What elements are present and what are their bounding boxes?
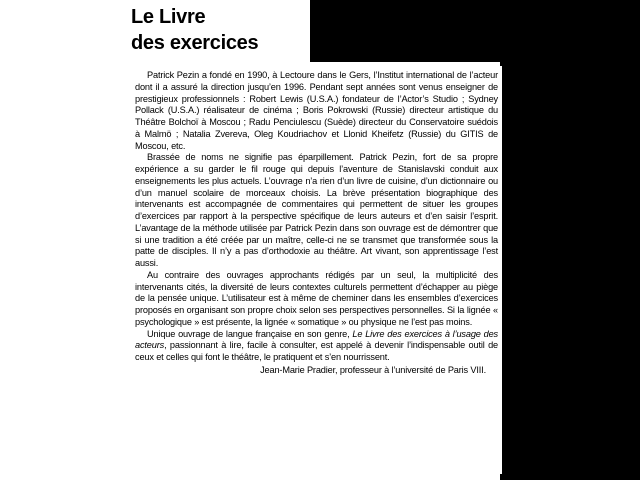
paragraph-4 <box>135 329 498 364</box>
paragraph-1: Patrick Pezin a fondé en 1990, à Lectoure dans le Gers, l’Institut international de l’acteur dont il a assuré la direction jusqu’en 1996. Pendant sept années sont venus enseigner de prestigieux professionnels : Robert Lewis (U.S.A.) fondateur de l’Actor’s Studio ; Sydney Pollack (U.S.A.) réalisateur de cinéma ; Boris Pokrowski (Russie) directeur artistique du Théâtre Bolchoï à Moscou ; Radu Penciulescu (Suède) directeur du Conservatoire suédois à Malmö ; Natalia Zvereva, Oleg Koudriachov et Llonid Kheifetz (Russie) du GITIS de Moscou, etc. <box>135 70 498 151</box>
black-strip-right <box>500 60 640 480</box>
paragraph-2: Brassée de noms ne signifie pas éparpillement. Patrick Pezin, fort de sa propre expérience a su garder le fil rouge qui depuis l’aventure de Stanislavski conduit aux enseignements les plus actuels. L’ouvrage n’a rien d’un livre de cuisine, d’un dictionnaire ou d’un manuel scolaire de morceaux choisis. La brève présentation biographique des intervenants est accompagnée de commentaires qui permettent de situer les groupes d’exercices par rapport à la perspective spécifique de leurs auteurs et d’en saisir l’esprit. L’avantage de la méthode utilisée par Patrick Pezin dans son ouvrage est de démontrer que si une tradition a été créée par un maître, celle-ci ne se transmet que transformée sous la patte de disciples. Il n’y a pas d’orthodoxie au théâtre. Art vivant, son apprentissage l’est aussi. <box>135 152 498 268</box>
article-body <box>135 70 498 377</box>
left-margin <box>0 62 131 480</box>
page-title <box>131 4 258 56</box>
title-area <box>0 0 310 62</box>
paragraph-4-end: , passionnant à lire, facile à consulter, est appelé à devenir l’indispensable outil de ceux et celles qui font le théâtre, le pratiquent et s’en nourrissent. <box>135 340 498 362</box>
signature: Jean-Marie Pradier, professeur à l’université de Paris VIII. <box>260 364 486 375</box>
title-line-2: des exercices <box>131 32 259 54</box>
book-title-italic: Le Livre des exercices à l’usage des acteurs <box>135 328 498 351</box>
title-line-1: Le Livre <box>131 6 206 28</box>
black-band-top <box>310 0 640 62</box>
paragraph-4-start: Unique ouvrage de langue française en son genre, <box>147 328 353 339</box>
paragraph-3: Au contraire des ouvrages approchants rédigés par un seul, la multiplicité des intervenants cités, la diversité de leurs contextes culturels permettent d’échapper au piège de la pensée unique. L’utilisateur est à même de cheminer dans les ensembles d’exercices proposés en organisant son propre choix selon ses perspectives personnelles. Si la lignée « psychologique » est présente, la lignée « somatique » ou physique ne l’est pas moins. <box>135 269 498 327</box>
